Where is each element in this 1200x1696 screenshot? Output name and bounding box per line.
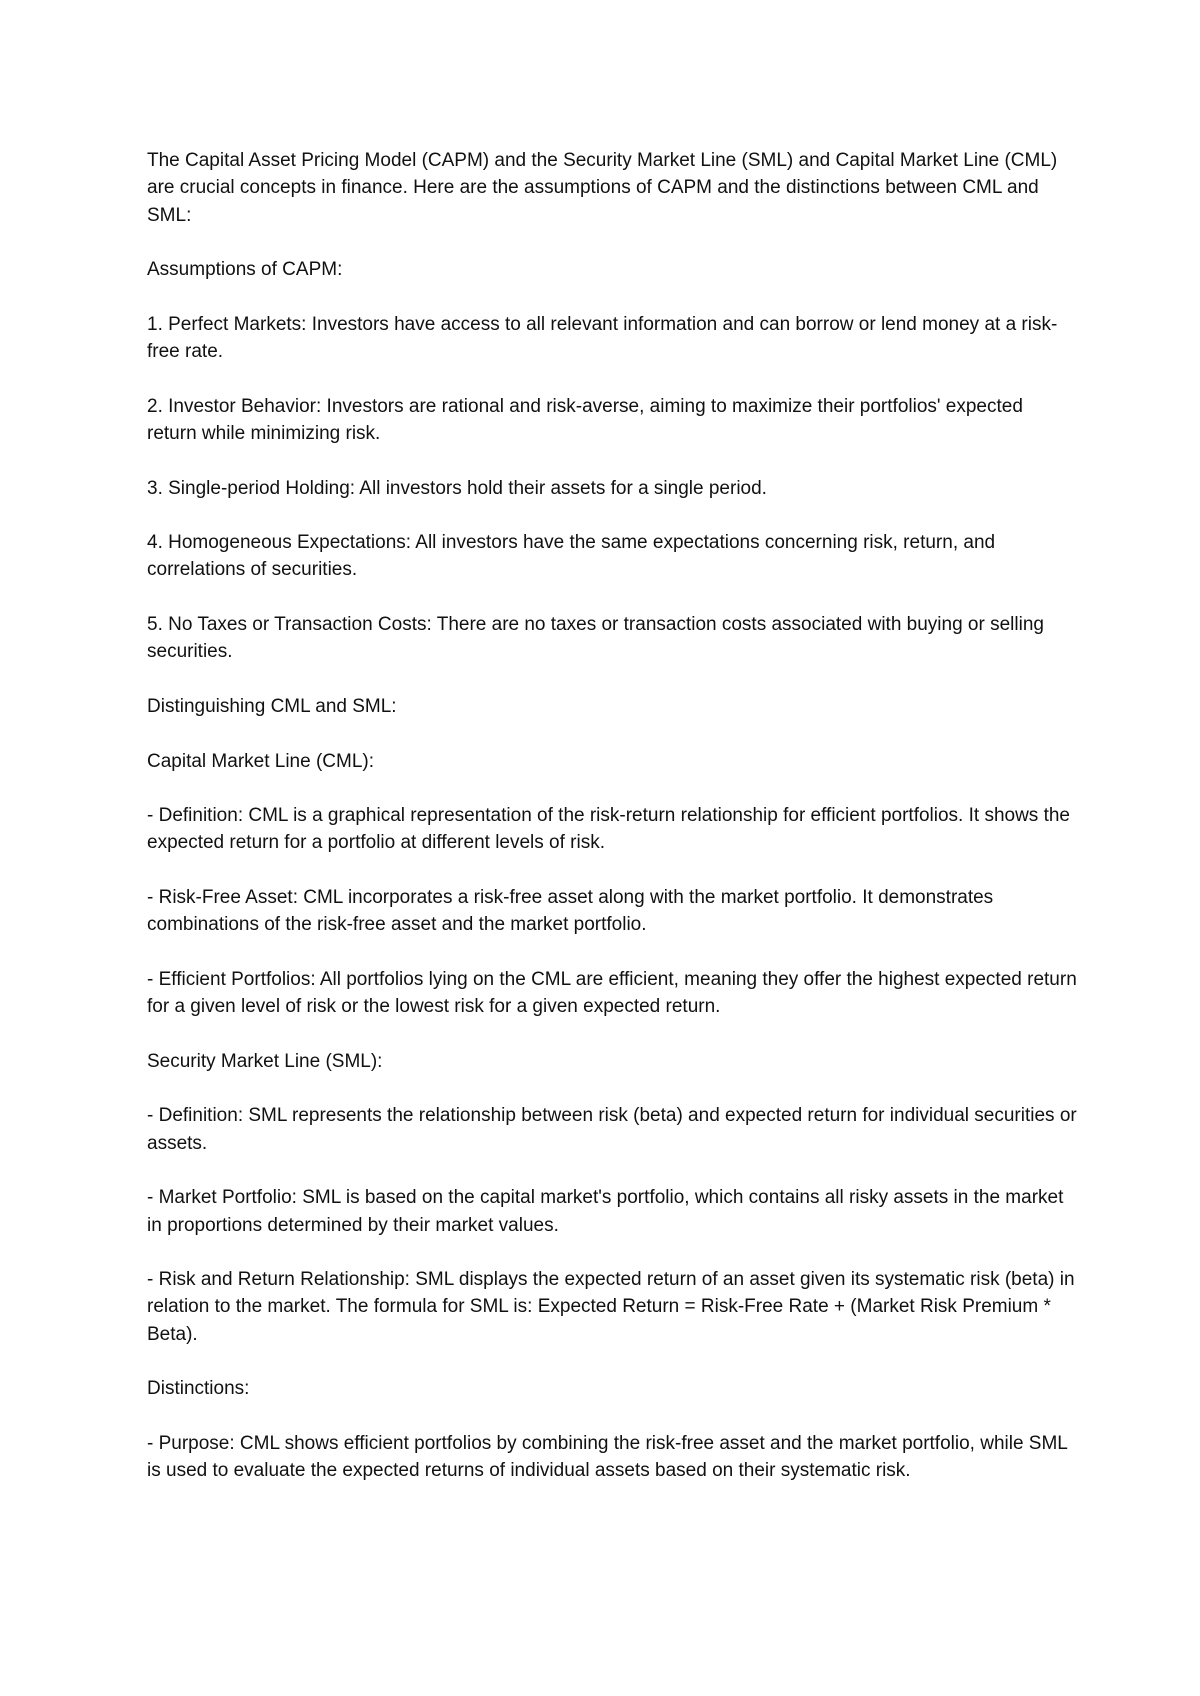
assumption-no-taxes: 5. No Taxes or Transaction Costs: There are no taxes or transaction costs associated with buying or selling securities. — [147, 614, 1044, 663]
assumption-perfect-markets: 1. Perfect Markets: Investors have access to all relevant information and can borrow or lend money at a risk-free rate. — [147, 313, 1058, 363]
section-heading-assumptions: Assumptions of CAPM: — [147, 259, 343, 281]
assumption-single-period: 3. Single-period Holding: All investors hold their assets for a single period. — [147, 477, 767, 499]
sml-risk-return: - Risk and Return Relationship: SML displays the expected return of an asset given its systematic risk (beta) in relation to the market. The formula for SML is: Expected Return = Risk-Free Rate + (Market Risk Premium * Beta). — [147, 1269, 1075, 1345]
sml-market-portfolio: - Market Portfolio: SML is based on the capital market's portfolio, which contains all risky assets in the market in proportions determined by their market values. — [147, 1187, 1064, 1236]
cml-risk-free-asset: - Risk-Free Asset: CML incorporates a risk-free asset along with the market portfolio. It demonstrates combinations of the risk-free asset and the market portfolio. — [147, 887, 994, 936]
subheading-cml: Capital Market Line (CML): — [147, 750, 375, 772]
section-heading-distinctions: Distinctions: — [147, 1378, 250, 1400]
document-body — [147, 147, 1077, 1512]
sml-definition: - Definition: SML represents the relationship between risk (beta) and expected return for individual securities or assets. — [147, 1105, 1077, 1154]
distinction-purpose: - Purpose: CML shows efficient portfolios by combining the risk-free asset and the market portfolio, while SML is used to evaluate the expected returns of individual assets based on their systematic risk. — [147, 1432, 1068, 1482]
section-heading-distinguishing: Distinguishing CML and SML: — [147, 695, 397, 717]
subheading-sml: Security Market Line (SML): — [147, 1050, 383, 1072]
cml-definition: - Definition: CML is a graphical representation of the risk-return relationship for efficient portfolios. It shows the expected return for a portfolio at different levels of risk. — [147, 805, 1070, 854]
assumption-investor-behavior: 2. Investor Behavior: Investors are rational and risk-averse, aiming to maximize their portfolios' expected return while minimizing risk. — [147, 395, 1023, 444]
assumption-homogeneous-expectations: 4. Homogeneous Expectations: All investors have the same expectations concerning risk, return, and correlations of securities. — [147, 532, 996, 581]
intro-paragraph: The Capital Asset Pricing Model (CAPM) and the Security Market Line (SML) and Capital Market Line (CML) are crucial concepts in finance. Here are the assumptions of CAPM and the distinctions between CML and SML: — [147, 150, 1058, 226]
cml-efficient-portfolios: - Efficient Portfolios: All portfolios lying on the CML are efficient, meaning they offer the highest expected return for a given level of risk or the lowest risk for a given expected return. — [147, 968, 1077, 1018]
